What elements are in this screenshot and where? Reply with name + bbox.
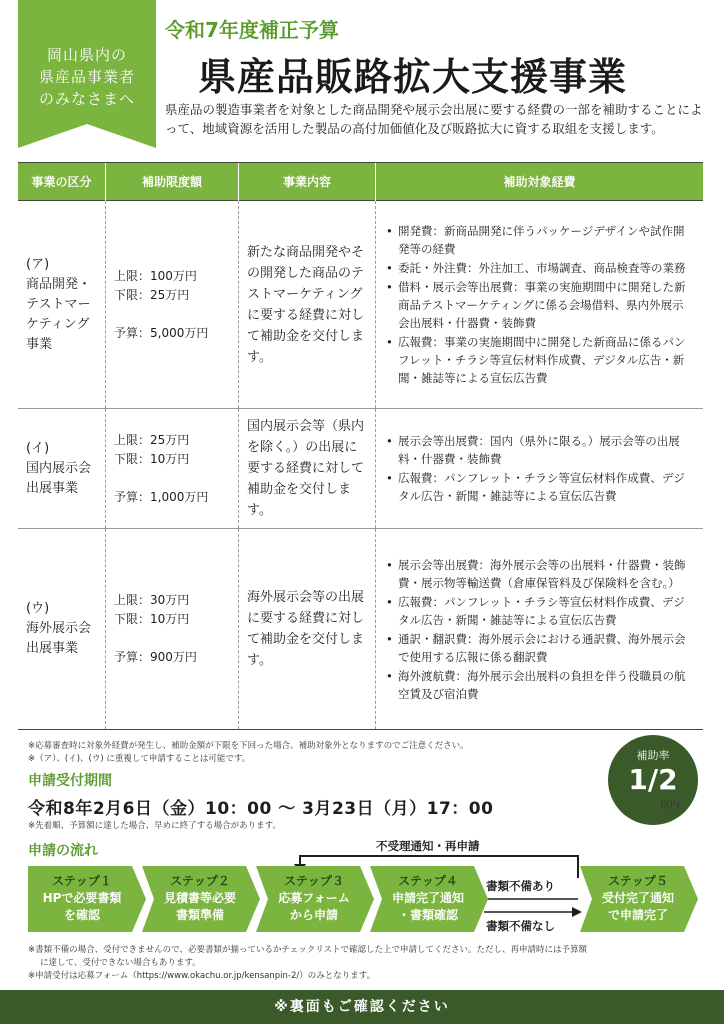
application-period: 令和8年2月6日（金）10：00 ～ 3月23日（月）17：00 <box>28 799 494 819</box>
budget-year: 令和7年度補正予算 <box>165 18 339 42</box>
budget-amount: 予算：900万円 <box>114 650 197 664</box>
step-text: ・書類確認 <box>397 908 458 922</box>
content-text: 海外展示会等の出展に要する経費に対して補助金を交付します。 <box>247 590 365 668</box>
expense-item: • 借料・展示会等出展費：事業の実施期間中に開発した新商品テストマーケティングに係る会場借料、県内外展示会出展料・什器費・装飾費 <box>384 278 695 332</box>
category-line: ケティング <box>26 316 90 332</box>
step-number: ステップ４ <box>398 874 458 888</box>
expense-item: • 広報費：パンフレット・チラシ等宣伝材料作成費、デジタル広告・新聞・雑誌等による宣伝広告費 <box>384 469 695 505</box>
category-line: (ア) <box>26 256 50 272</box>
expense-item: • 展示会等出展費：国内（県外に限る。）展示会等の出展料・什器費・装飾費 <box>384 432 695 468</box>
content-text: 新たな商品開発やその開発した商品のテストマーケティングに要する経費に対して補助金を交付します。 <box>247 244 365 365</box>
step-number: ステップ１ <box>52 874 112 888</box>
flow-title: 申請の流れ <box>28 843 98 859</box>
footer-banner: ※裏面もご確認ください <box>0 990 724 1024</box>
limit-lower: 下限：10万円 <box>114 612 190 626</box>
step-text: で申請完了 <box>607 908 668 922</box>
budget-amount: 予算：5,000万円 <box>114 325 209 340</box>
limit-upper: 上限：25万円 <box>114 432 190 447</box>
limit-upper: 上限：100万円 <box>114 268 197 283</box>
header-limit: 補助限度額 <box>106 163 239 201</box>
expense-item: • 海外渡航費：海外展示会出展料の負担を伴う役職員の航空賃及び宿泊費 <box>384 667 695 703</box>
limit-lower: 下限：25万円 <box>114 287 190 302</box>
lead-paragraph: 県産品の製造事業者を対象とした商品開発や展示会出展に要する経費の一部を補助することによって、地域資源を活用した製品の高付加価値化及び販路拡大に資する取組を支援します。 <box>165 102 703 136</box>
expense-item: • 展示会等出展費：海外展示会等の出展料・什器費・装飾費・展示物等輸送費（倉庫保管料及び保険料を含む。） <box>384 556 695 592</box>
rate-label: 補助率 <box>636 749 670 762</box>
limit-upper: 上限：30万円 <box>114 593 190 607</box>
expense-item: • 委託・外注費：外注加工、市場調査、商品検査等の業務 <box>384 259 695 277</box>
content-text: 国内展示会等（県内を除く。）の出展に要する経費に対して補助金を交付します。 <box>247 419 365 518</box>
branch-incomplete-label: 書類不備あり <box>486 879 555 893</box>
rate-suffix: 以内 <box>660 800 680 811</box>
period-note: ※先着順、予算額に達した場合、早めに終了する場合があります。 <box>28 821 281 831</box>
step-text: 見積書等必要 <box>163 891 236 905</box>
step-1 <box>28 866 146 932</box>
step-text: HPで必要書類 <box>42 891 122 905</box>
expense-item: • 通訳・翻訳費：海外展示会における通訳費、海外展示会で使用する広報に係る翻訳費 <box>384 630 695 666</box>
step-number: ステップ３ <box>284 874 344 888</box>
category-line: 事業 <box>26 336 53 352</box>
category-line: 国内展示会 <box>26 460 92 476</box>
step-number: ステップ２ <box>170 874 230 888</box>
category-line: 出展事業 <box>26 480 79 496</box>
step-text: から申請 <box>289 908 338 922</box>
category-line: 商品開発・ <box>26 276 92 292</box>
step-4 <box>370 866 488 932</box>
step-3 <box>256 866 374 932</box>
step-2 <box>142 866 260 932</box>
step-text: 書類準備 <box>175 908 224 922</box>
note-1: ※応募審査時に対象外経費が発生し、補助金額が下限を下回った場合、補助対象外となりますのでご注意ください。 <box>28 741 469 751</box>
step-5 <box>580 866 698 932</box>
step-text: 申請完了通知 <box>391 891 464 905</box>
ribbon-line-3: のみなさまへ <box>38 90 135 108</box>
expense-item: • 広報費：事業の実施期間中に開発した新商品に係るパンフレット・チラシ等宣伝材料作成費、デジタル広告・新聞・雑誌等による宣伝広告費 <box>384 333 695 387</box>
page-title: 県産品販路拡大支援事業 <box>198 55 628 99</box>
header-expenses: 補助対象経費 <box>503 174 576 189</box>
category-line: (イ) <box>26 440 50 456</box>
branch-complete-label: 書類不備なし <box>486 919 555 933</box>
category-line: 海外展示会 <box>26 621 92 636</box>
budget-amount: 予算：1,000万円 <box>114 489 209 504</box>
step-number: ステップ５ <box>608 874 668 888</box>
footnote-2: ※申請受付は応募フォーム（https://www.okachu.or.jp/kensanpin-2/）のみとなります。 <box>28 971 376 981</box>
limit-lower: 下限：10万円 <box>114 451 190 466</box>
step-text: 応募フォーム <box>278 891 350 905</box>
expense-item: • 広報費：パンフレット・チラシ等宣伝材料作成費、デジタル広告・新聞・雑誌等による宣伝広告費 <box>384 593 695 629</box>
category-line: 出展事業 <box>26 641 79 656</box>
reapply-label: 不受理通知・再申請 <box>376 839 480 853</box>
step-text: を確認 <box>63 908 100 922</box>
header-category: 事業の区分 <box>18 163 106 201</box>
expense-item: • 開発費：新商品開発に伴うパッケージデザインや試作開発等の経費 <box>384 222 695 258</box>
footnote-1b: に達して、受付できない場合もあります。 <box>40 958 201 968</box>
rate-value: 1/2 <box>628 763 678 796</box>
category-line: (ウ) <box>26 601 50 616</box>
step-text: 受付完了通知 <box>601 891 674 905</box>
category-line: テストマー <box>26 296 91 312</box>
ribbon-line-2: 県産品事業者 <box>38 68 135 86</box>
note-2: ※（ア）、(イ)、(ウ) に重複して申請することは可能です。 <box>28 754 251 764</box>
application-steps <box>28 866 698 932</box>
period-title: 申請受付期間 <box>28 773 112 789</box>
ribbon-line-1: 岡山県内の <box>46 46 127 64</box>
footnote-1: ※書類不備の場合、受付できませんので、必要書類が揃っているかチェックリストで確認した上で申請してください。ただし、再申請時には予算額 <box>28 945 588 955</box>
header-content: 事業内容 <box>239 163 376 201</box>
